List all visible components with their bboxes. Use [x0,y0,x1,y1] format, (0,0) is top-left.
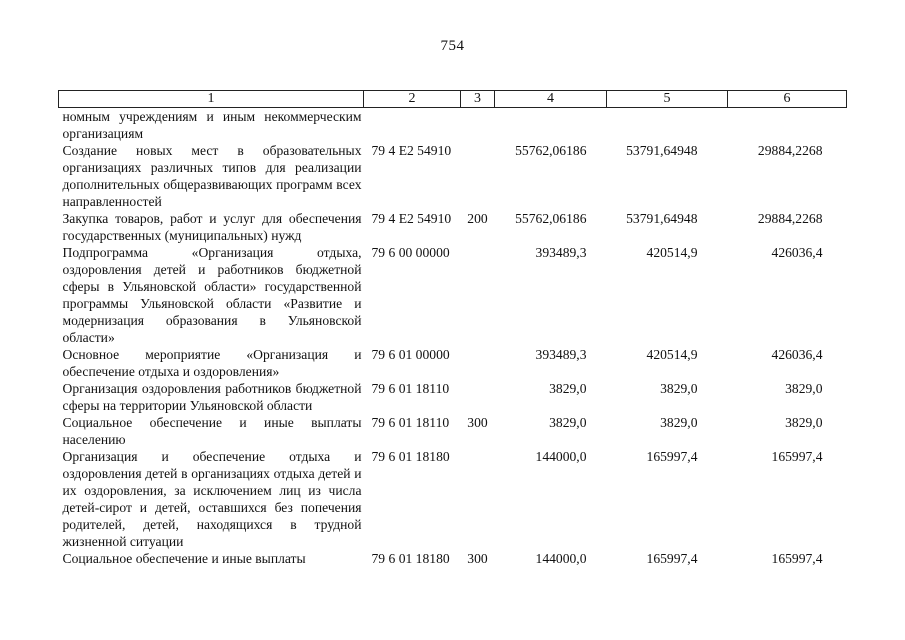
row-value-1: 144000,0 [535,551,587,566]
header-col-2: 2 [364,91,461,108]
header-col-1: 1 [59,91,364,108]
row-value-3: 3829,0 [785,381,823,396]
row-code: 79 6 01 18180 [371,551,450,566]
table-row [59,414,847,448]
row-value-2 [607,108,728,143]
row-vr [461,142,495,210]
row-value-3: 426036,4 [771,347,823,362]
row-value-1: 393489,3 [535,347,587,362]
table-row [59,380,847,414]
page-number: 754 [440,38,465,54]
table-row [59,244,847,346]
row-name: Основное мероприятие «Организация и обеспечение отдыха и оздоровления» [62,347,362,379]
row-value-1: 144000,0 [535,449,587,464]
header-col-6: 6 [728,91,847,108]
row-value-2: 420514,9 [646,347,698,362]
row-vr [461,448,495,550]
row-code: 79 4 E2 54910 [371,143,452,158]
row-vr: 300 [467,415,488,430]
table-row [59,550,847,567]
table-row [59,142,847,210]
table-header-row [59,91,847,108]
row-name: Социальное обеспечение и иные выплаты населению [62,415,362,447]
row-value-3: 29884,2268 [757,211,823,226]
row-name: Создание новых мест в образовательных организациях различных типов для реализации дополнительных общеразвивающих программ всех направленностей [62,143,362,209]
row-value-1: 3829,0 [549,415,587,430]
row-code: 79 6 01 18180 [371,449,450,464]
row-name: Организация оздоровления работников бюджетной сферы на территории Ульяновской области [62,381,362,413]
row-value-2: 3829,0 [660,381,698,396]
row-name: Закупка товаров, работ и услуг для обеспечения государственных (муниципальных) нужд [62,211,362,243]
row-name: номным учреждениям и иным некоммерческим организациям [62,109,362,141]
row-code: 79 6 00 00000 [371,245,450,260]
row-value-3: 165997,4 [771,551,823,566]
row-name: Социальное обеспечение и иные выплаты [62,551,306,566]
row-value-3: 3829,0 [785,415,823,430]
row-value-3: 29884,2268 [757,143,823,158]
row-vr: 300 [467,551,488,566]
row-name: Организация и обеспечение отдыха и оздоровления детей в организациях отдыха детей и их оздоровления, за исключением лиц из числа детей-сирот и детей, оставшихся без попечения родителей, детей, находящихся в трудной жизненной ситуации [62,449,362,549]
header-col-4: 4 [495,91,607,108]
row-name: Подпрограмма «Организация отдыха, оздоровления детей и работников бюджетной сферы в Ульяновской области» государственной программы Ульяновской области «Развитие и модернизация образования в Ульяновской области» [62,245,362,345]
row-code: 79 6 01 00000 [371,347,450,362]
row-value-2: 420514,9 [646,245,698,260]
header-col-5: 5 [607,91,728,108]
row-value-3 [728,108,847,143]
table-row [59,108,847,143]
row-vr [461,380,495,414]
row-value-1: 55762,06186 [515,143,587,158]
header-col-3: 3 [461,91,495,108]
row-value-2: 165997,4 [646,449,698,464]
row-vr [461,244,495,346]
row-value-3: 165997,4 [771,449,823,464]
row-vr [461,108,495,143]
row-value-1: 3829,0 [549,381,587,396]
row-code: 79 4 E2 54910 [371,211,452,226]
row-value-3: 426036,4 [771,245,823,260]
row-code: 79 6 01 18110 [371,381,450,396]
row-value-2: 3829,0 [660,415,698,430]
table-row [59,210,847,244]
table-row [59,448,847,550]
row-value-2: 165997,4 [646,551,698,566]
row-code: 79 6 01 18110 [371,415,450,430]
row-value-1: 55762,06186 [515,211,587,226]
table-row [59,346,847,380]
row-value-2: 53791,64948 [626,143,698,158]
row-code [364,108,461,143]
budget-table [58,90,847,567]
row-value-2: 53791,64948 [626,211,698,226]
row-vr [461,346,495,380]
row-vr: 200 [467,211,488,226]
row-value-1 [495,108,607,143]
row-value-1: 393489,3 [535,245,587,260]
